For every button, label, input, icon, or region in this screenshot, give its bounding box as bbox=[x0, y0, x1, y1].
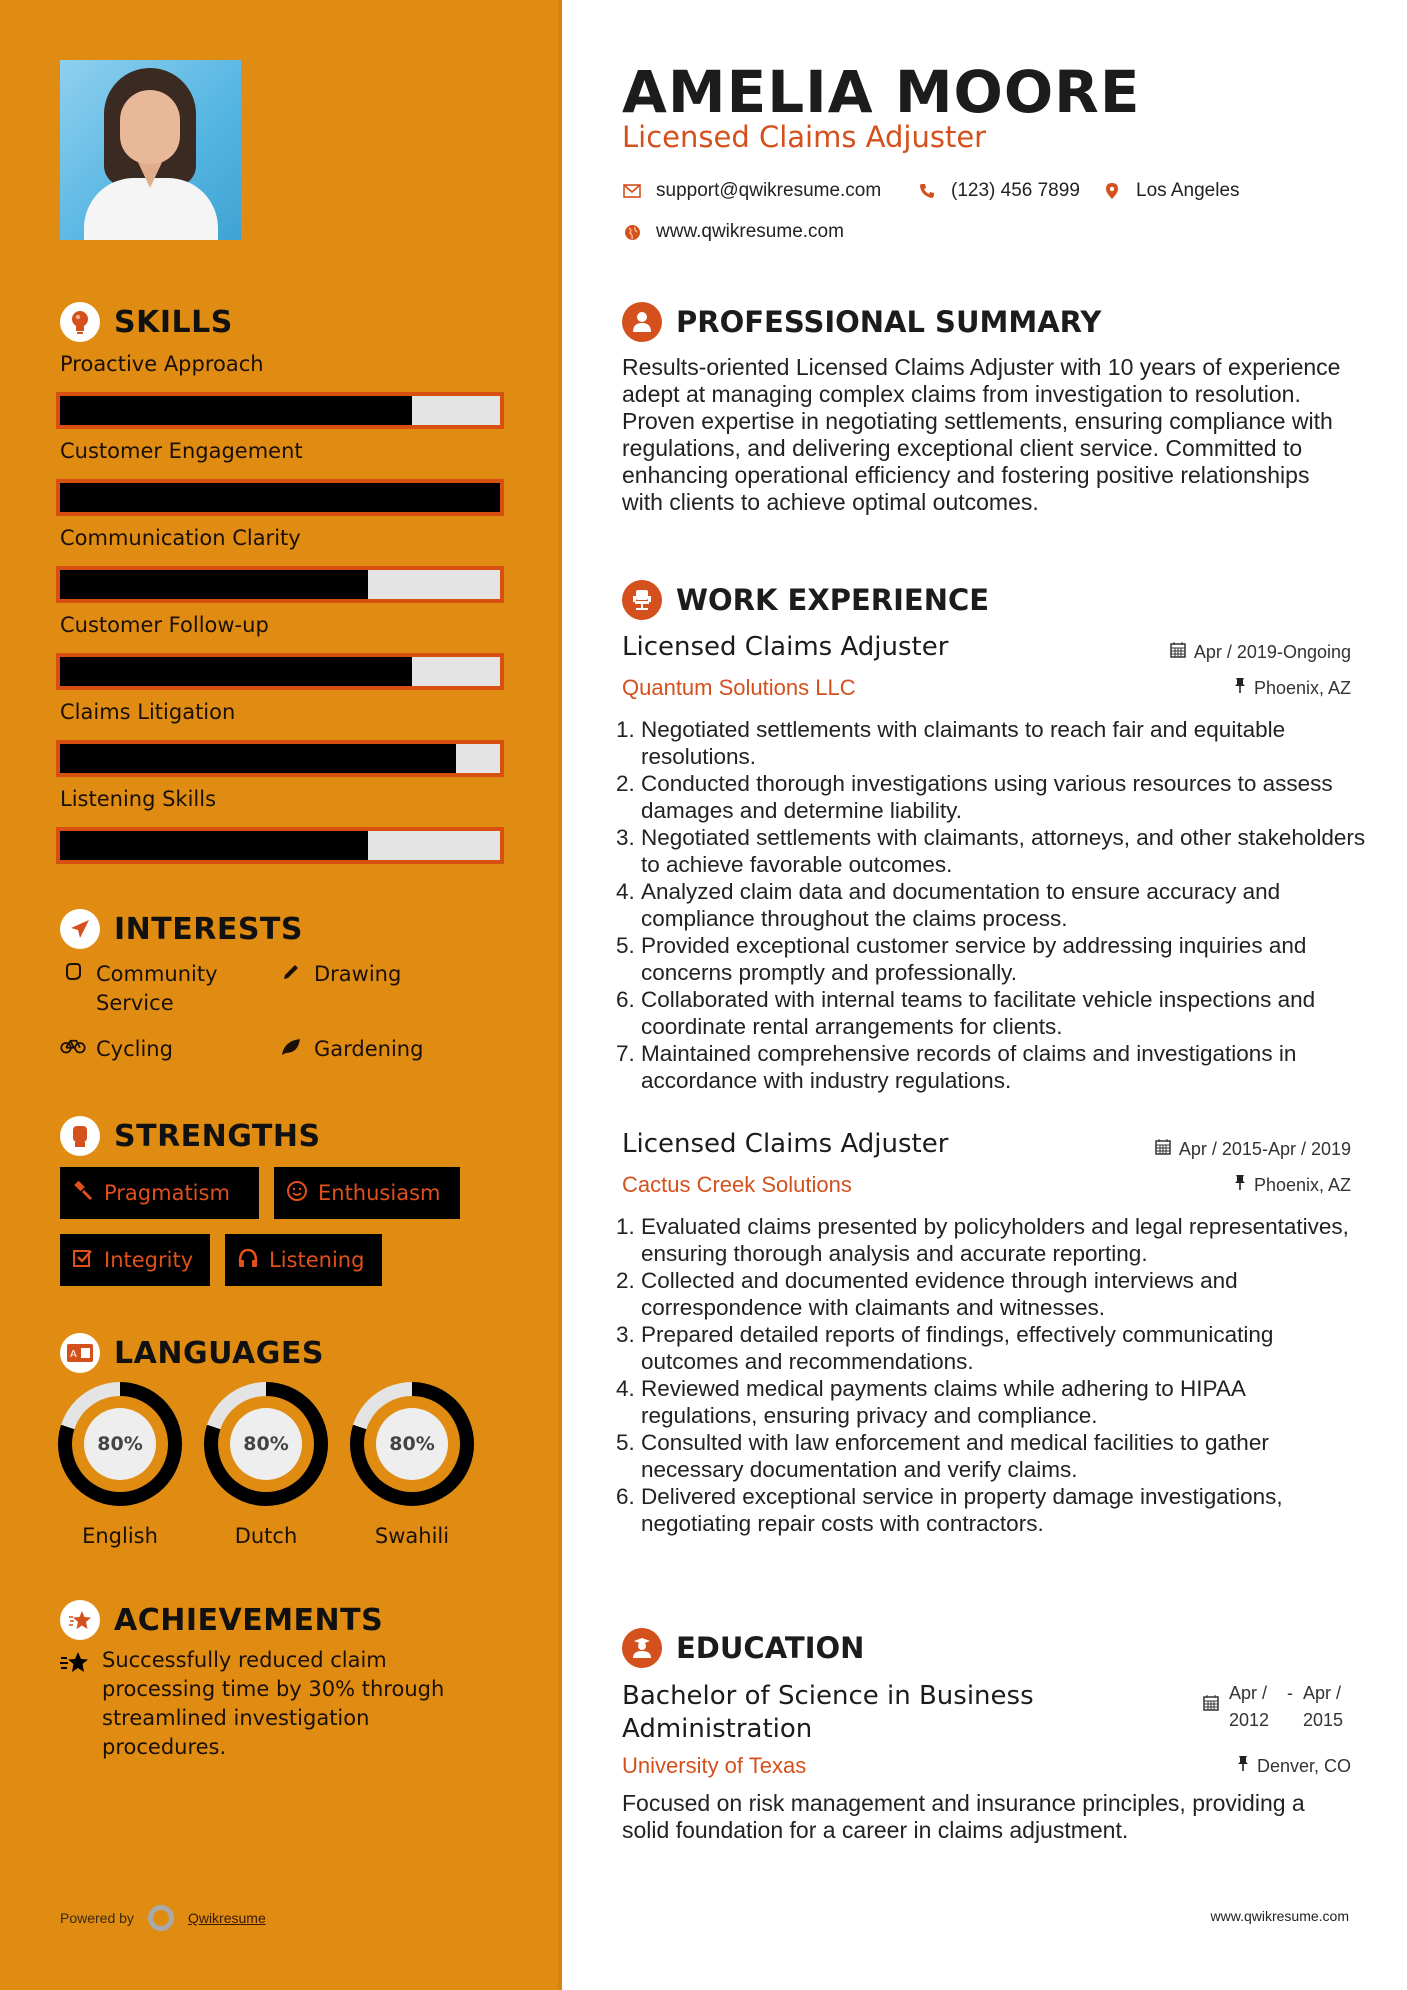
list-item: 1. Evaluated claims presented by policyholders and legal representatives, ensuring thorough analysis and accurate reporting. bbox=[616, 1214, 1349, 1266]
skill-bar bbox=[56, 827, 504, 864]
date-separator: - bbox=[1287, 1683, 1293, 1703]
gavel-icon bbox=[72, 1180, 94, 1207]
strengths-heading: STRENGTHS bbox=[60, 1116, 321, 1156]
envelope-icon bbox=[622, 184, 642, 198]
summary-text: Results-oriented Licensed Claims Adjuster with 10 years of experience adept at managing complex claims from investigation to resolution. Proven expertise in negotiating settlements, ensuring compliance with regulations, and delivering exceptional client service. Committed to enhancing operational efficiency and fostering positive relationships with clients to achieve optimal outcomes. bbox=[622, 354, 1341, 515]
lightbulb-icon bbox=[60, 302, 100, 342]
contact-email: support@qwikresume.com bbox=[622, 180, 881, 202]
contact-phone: (123) 456 7899 bbox=[917, 180, 1080, 202]
phone-icon bbox=[917, 183, 937, 199]
skill-bar bbox=[56, 740, 504, 777]
degree-title: Bachelor of Science in Business Administration bbox=[622, 1681, 1034, 1744]
list-item: 4. Reviewed medical payments claims while adhering to HIPAA regulations, ensuring privacy and compliance. bbox=[616, 1376, 1245, 1428]
language-item: 80% English bbox=[58, 1382, 182, 1548]
interest-item: Community Service bbox=[60, 960, 270, 1018]
skill-item: Proactive Approach bbox=[60, 352, 504, 429]
work-experience-heading: WORK EXPERIENCE bbox=[622, 580, 989, 620]
education-location: Denver, CO bbox=[1237, 1755, 1351, 1777]
strength-badge: Pragmatism bbox=[60, 1167, 259, 1219]
translate-icon bbox=[60, 1333, 100, 1373]
star-badge-icon bbox=[60, 1600, 100, 1640]
achievement-item: Successfully reduced claim processing time by 30% through streamlined investigation procedures. bbox=[60, 1646, 500, 1762]
powered-by: Powered by Qwikresume bbox=[60, 1905, 266, 1931]
pushpin-icon bbox=[1234, 677, 1246, 699]
contact-location: Los Angeles bbox=[1102, 180, 1240, 202]
headphones-icon bbox=[237, 1247, 259, 1274]
qwikresume-link[interactable]: Qwikresume bbox=[187, 1910, 266, 1926]
language-item: 80% Swahili bbox=[350, 1382, 474, 1548]
skills-heading: SKILLS bbox=[60, 302, 233, 342]
job-company: Quantum Solutions LLC bbox=[622, 675, 856, 700]
strength-badge: Integrity bbox=[60, 1234, 210, 1286]
smile-icon bbox=[286, 1180, 308, 1207]
pencil-icon bbox=[278, 960, 304, 989]
interests-heading: INTERESTS bbox=[60, 909, 303, 949]
skill-item: Listening Skills bbox=[60, 787, 504, 864]
job-dates: Apr / 2019-Ongoing bbox=[1170, 641, 1351, 663]
globe-icon bbox=[622, 224, 642, 241]
list-item: 5. Provided exceptional customer service by addressing inquiries and concerns promptly and professionally. bbox=[616, 933, 1307, 985]
sidebar bbox=[0, 0, 562, 1990]
languages-heading: A LANGUAGES bbox=[60, 1333, 324, 1373]
job-responsibilities bbox=[616, 1213, 1366, 1537]
interest-item: Drawing bbox=[278, 960, 401, 989]
skill-item: Customer Engagement bbox=[60, 439, 504, 516]
language-progress-ring: 80% bbox=[204, 1382, 328, 1506]
calendar-icon bbox=[1155, 1138, 1171, 1160]
job-title: Licensed Claims Adjuster bbox=[622, 632, 949, 662]
education-heading: EDUCATION bbox=[622, 1628, 864, 1668]
list-item: 2. Conducted thorough investigations using various resources to assess damages and determine liability. bbox=[616, 771, 1333, 823]
skill-bar bbox=[56, 392, 504, 429]
contact-website: www.qwikresume.com bbox=[622, 221, 844, 243]
job-dates: Apr / 2015-Apr / 2019 bbox=[1155, 1138, 1351, 1160]
language-progress-ring: 80% bbox=[350, 1382, 474, 1506]
job-company: Cactus Creek Solutions bbox=[622, 1172, 852, 1197]
shooting-star-icon bbox=[60, 1646, 90, 1762]
skill-bar bbox=[56, 479, 504, 516]
calendar-icon bbox=[1170, 641, 1186, 663]
job-responsibilities bbox=[616, 716, 1366, 1094]
bicycle-icon bbox=[60, 1035, 86, 1064]
user-icon bbox=[622, 302, 662, 342]
interest-item: Gardening bbox=[278, 1035, 423, 1064]
map-pin-icon bbox=[1102, 182, 1122, 200]
skill-item: Customer Follow-up bbox=[60, 613, 504, 690]
language-progress-ring: 80% bbox=[58, 1382, 182, 1506]
footer-website[interactable]: www.qwikresume.com bbox=[1210, 1908, 1349, 1924]
list-item: 6. Delivered exceptional service in property damage investigations, negotiating repair costs with contractors. bbox=[616, 1484, 1283, 1536]
checkbox-icon bbox=[72, 1247, 94, 1274]
skill-bar bbox=[56, 566, 504, 603]
language-item: 80% Dutch bbox=[204, 1382, 328, 1548]
interest-item: Cycling bbox=[60, 1035, 173, 1064]
strength-badge: Enthusiasm bbox=[274, 1167, 460, 1219]
list-item: 2. Collected and documented evidence through interviews and correspondence with claimants and witnesses. bbox=[616, 1268, 1238, 1320]
job-title: Licensed Claims Adjuster bbox=[622, 1129, 949, 1159]
pushpin-icon bbox=[1234, 1174, 1246, 1196]
main-content bbox=[562, 0, 1407, 1990]
job-location: Phoenix, AZ bbox=[1234, 677, 1351, 699]
education-dates: Apr / 2012 - Apr / 2015 bbox=[1203, 1680, 1351, 1734]
strength-badge: Listening bbox=[225, 1234, 382, 1286]
candidate-role: Licensed Claims Adjuster bbox=[622, 120, 987, 154]
job-location: Phoenix, AZ bbox=[1234, 1174, 1351, 1196]
calendar-icon bbox=[1203, 1680, 1219, 1719]
leaf-icon bbox=[278, 1035, 304, 1064]
education-description: Focused on risk management and insurance principles, providing a solid foundation for a career in claims adjustment. bbox=[622, 1790, 1305, 1843]
paper-plane-icon bbox=[60, 909, 100, 949]
list-item: 1. Negotiated settlements with claimants to reach fair and equitable resolutions. bbox=[616, 717, 1286, 769]
skill-item: Claims Litigation bbox=[60, 700, 504, 777]
list-item: 7. Maintained comprehensive records of claims and investigations in accordance with industry regulations. bbox=[616, 1041, 1297, 1093]
skill-bar bbox=[56, 653, 504, 690]
office-chair-icon bbox=[622, 580, 662, 620]
school-name: University of Texas bbox=[622, 1753, 807, 1778]
qwikresume-logo-icon bbox=[148, 1905, 174, 1931]
list-item: 6. Collaborated with internal teams to facilitate vehicle inspections and coordinate rental arrangements for clients. bbox=[616, 987, 1316, 1039]
summary-heading: PROFESSIONAL SUMMARY bbox=[622, 302, 1101, 342]
fist-icon bbox=[60, 960, 86, 1018]
svg-text:A: A bbox=[70, 1349, 77, 1360]
list-item: 4. Analyzed claim data and documentation to ensure accuracy and compliance throughout the claims process. bbox=[616, 879, 1281, 931]
pushpin-icon bbox=[1237, 1755, 1249, 1777]
raised-fist-icon bbox=[60, 1116, 100, 1156]
graduate-icon bbox=[622, 1628, 662, 1668]
achievements-heading: ACHIEVEMENTS bbox=[60, 1600, 383, 1640]
candidate-name: AMELIA MOORE bbox=[622, 58, 1141, 126]
list-item: 3. Prepared detailed reports of findings, effectively communicating outcomes and recommendations. bbox=[616, 1322, 1274, 1374]
profile-photo bbox=[60, 60, 241, 240]
list-item: 3. Negotiated settlements with claimants, attorneys, and other stakeholders to achieve favorable outcomes. bbox=[616, 825, 1366, 877]
skill-item: Communication Clarity bbox=[60, 526, 504, 603]
list-item: 5. Consulted with law enforcement and medical facilities to gather necessary documentation and verify claims. bbox=[616, 1430, 1269, 1482]
